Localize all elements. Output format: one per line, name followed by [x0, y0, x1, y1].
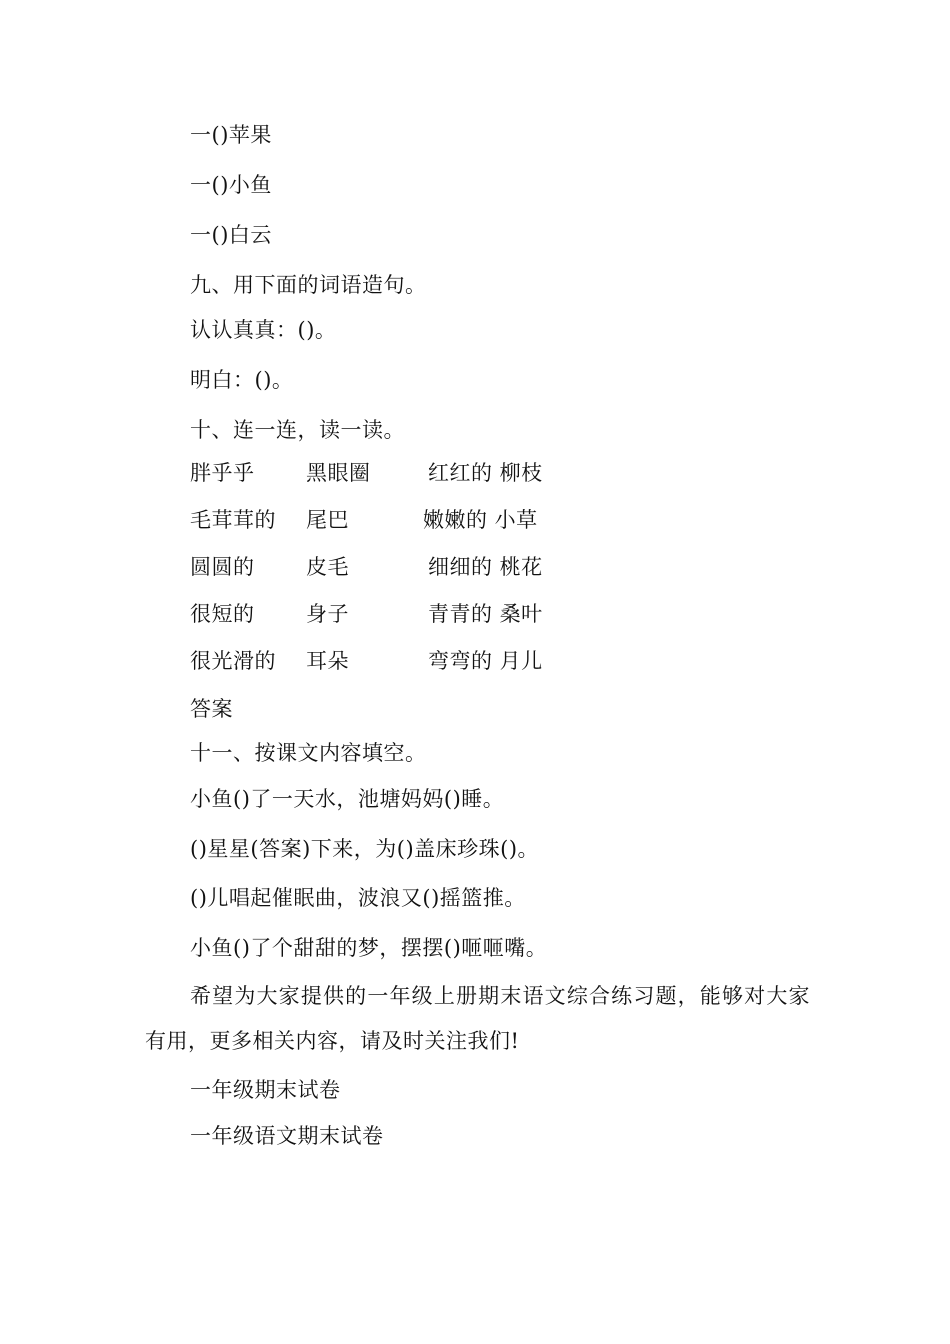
- section-9-heading: 九、用下面的词语造句。: [190, 273, 427, 297]
- fill-blank-fish: 一()小鱼: [190, 173, 272, 197]
- match-middle-word: 皮毛: [306, 555, 349, 579]
- match-left-word: 胖乎乎: [190, 461, 255, 485]
- match-row: [190, 506, 610, 534]
- match-left-word: 很光滑的: [190, 649, 276, 673]
- sentence-item-renzhen: 认认真真：()。: [190, 318, 337, 342]
- fill-blank-apple: 一()苹果: [190, 123, 272, 147]
- answer-label: 答案: [190, 697, 233, 721]
- match-row: [190, 459, 610, 487]
- section-10-heading: 十、连一连，读一读。: [190, 418, 405, 442]
- related-link-exam[interactable]: 一年级期末试卷: [190, 1078, 341, 1102]
- match-middle-word: 尾巴: [306, 508, 349, 532]
- match-left-word: 毛茸茸的: [190, 508, 276, 532]
- fill-text-line: ()星星(答案)下来，为()盖床珍珠()。: [190, 837, 540, 861]
- match-right-phrase: 红红的 柳枝: [428, 461, 543, 485]
- match-row: [190, 600, 610, 628]
- match-left-word: 圆圆的: [190, 555, 255, 579]
- related-link-chinese-exam[interactable]: 一年级语文期末试卷: [190, 1124, 384, 1148]
- section-11-heading: 十一、按课文内容填空。: [190, 741, 427, 765]
- match-middle-word: 身子: [306, 602, 349, 626]
- match-left-word: 很短的: [190, 602, 255, 626]
- match-right-phrase: 青青的 桑叶: [428, 602, 543, 626]
- match-middle-word: 黑眼圈: [306, 461, 371, 485]
- fill-text-line: 小鱼()了一天水，池塘妈妈()睡。: [190, 787, 505, 811]
- sentence-item-mingbai: 明白：()。: [190, 368, 294, 392]
- match-right-phrase: 弯弯的 月儿: [428, 649, 543, 673]
- fill-text-line: 小鱼()了个甜甜的梦，摆摆()咂咂嘴。: [190, 936, 548, 960]
- match-row: [190, 647, 610, 675]
- fill-blank-cloud: 一()白云: [190, 223, 272, 247]
- match-row: [190, 553, 610, 581]
- match-right-phrase: 嫩嫩的 小草: [423, 508, 538, 532]
- match-right-phrase: 细细的 桃花: [428, 555, 543, 579]
- match-middle-word: 耳朵: [306, 649, 349, 673]
- closing-paragraph: 希望为大家提供的一年级上册期末语文综合练习题，能够对大家有用，更多相关内容，请及时关注我们!: [145, 984, 810, 1053]
- fill-text-line: ()儿唱起催眠曲，波浪又()摇篮推。: [190, 886, 526, 910]
